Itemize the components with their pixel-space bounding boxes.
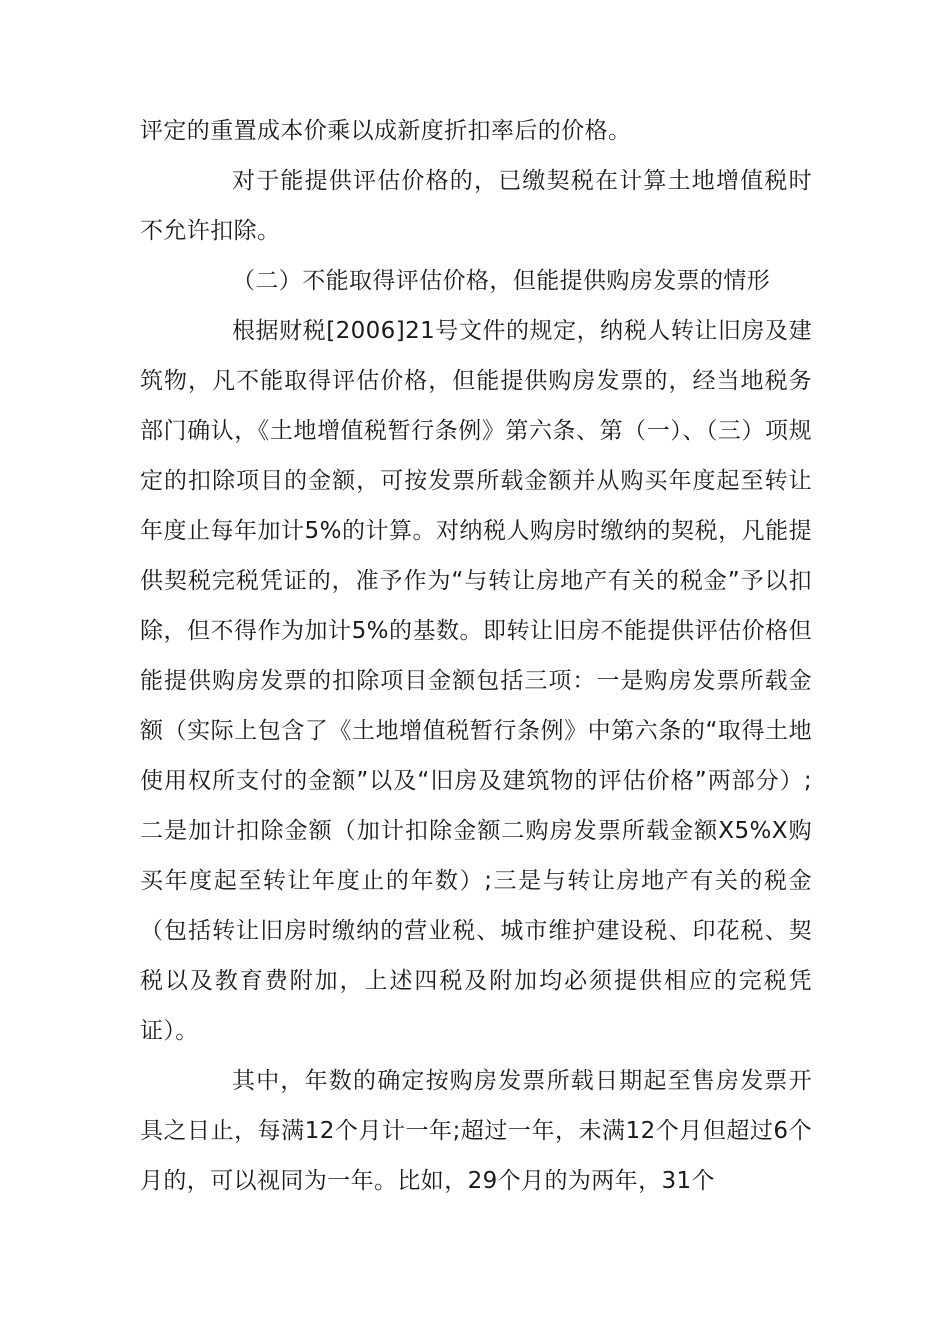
document-body <box>140 106 812 1206</box>
paragraph-year-count: 其中，年数的确定按购房发票所载日期起至售房发票开具之日止，每满12个月计一年;超过一年，未满12个月但超过6个月的，可以视同为一年。比如，29个月的为两年，31个 <box>140 1068 812 1194</box>
paragraph-continuation: 评定的重置成本价乘以成新度折扣率后的价格。 <box>140 118 632 144</box>
paragraph-regulation: 根据财税[2006]21号文件的规定，纳税人转让旧房及建筑物，凡不能取得评估价格，但能提供购房发票的，经当地税务部门确认，《土地增值税暂行条例》第六条、第（一）、（三）项规定的扣除项目的金额，可按发票所载金额并从购买年度起至转让年度止每年加计5%的计算。对纳税人购房时缴纳的契税，凡能提供契税完税凭证的，准予作为“与转让房地产有关的税金”予以扣除，但不得作为加计5%的基数。即转让旧房不能提供评估价格但能提供购房发票的扣除项目金额包括三项：一是购房发票所载金额（实际上包含了《土地增值税暂行条例》中第六条的“取得土地使用权所支付的金额”以及“旧房及建筑物的评估价格”两部分）;二是加计扣除金额（加计扣除金额二购房发票所载金额X5%X购买年度起至转让年度止的年数）;三是与转让房地产有关的税金（包括转让旧房时缴纳的营业税、城市维护建设税、印花税、契税以及教育费附加，上述四税及附加均必须提供相应的完税凭证）。 <box>140 318 812 1044</box>
section-heading: （二）不能取得评估价格，但能提供购房发票的情形 <box>232 268 771 294</box>
paragraph-deed-tax-note: 对于能提供评估价格的，已缴契税在计算土地增值税时不允许扣除。 <box>140 168 812 244</box>
